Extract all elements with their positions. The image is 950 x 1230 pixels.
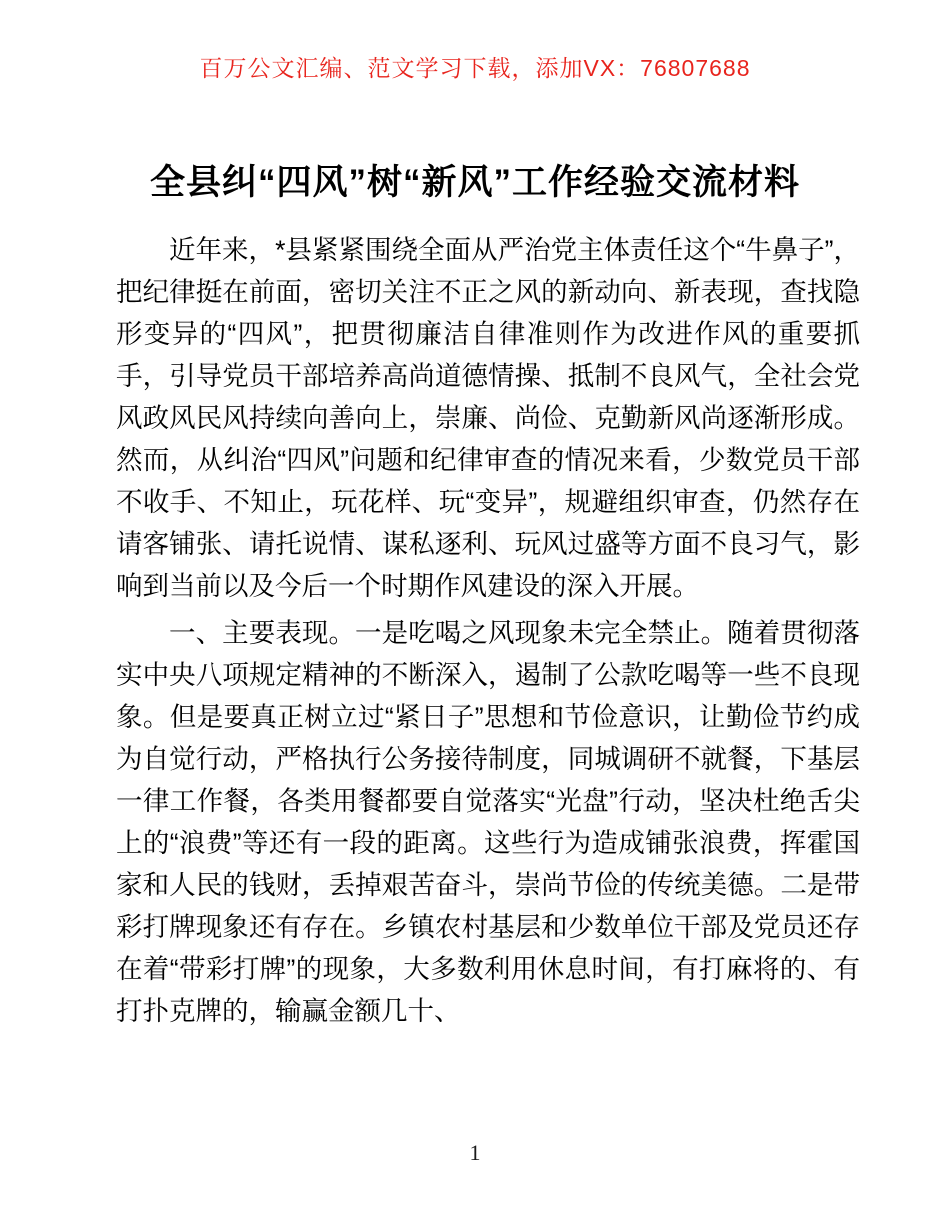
header-notice: 百万公文汇编、范文学习下载，添加VX：76807688 — [199, 55, 751, 81]
paragraph: 近年来，*县紧紧围绕全面从严治党主体责任这个“牛鼻子”，把纪律挺在前面，密切关注不正之风的新动向、新表现，查找隐形变异的“四风”，把贯彻廉洁自律准则作为改进作风的重要抓手，引导党员干部培养高尚道德情操、抵制不良风气，全社会党风政风民风持续向善向上，崇廉、尚俭、克勤新风尚逐渐形成。然而，从纠治“四风”问题和纪律审查的情况来看，少数党员干部不收手、不知止，玩花样、玩“变异”，规避组织审查，仍然存在请客铺张、请托说情、谋私逐利、玩风过盛等方面不良习气，影响到当前以及今后一个时期作风建设的深入开展。 — [116, 235, 860, 601]
page-number: 1 — [469, 1140, 481, 1165]
document-title: 全县纠“四风”树“新风”工作经验交流材料 — [149, 163, 800, 202]
paragraph: 一、主要表现。一是吃喝之风现象未完全禁止。随着贯彻落实中央八项规定精神的不断深入，遏制了公款吃喝等一些不良现象。但是要真正树立过“紧日子”思想和节俭意识，让勤俭节约成为自觉行动，严格执行公务接待制度，同城调研不就餐，下基层一律工作餐，各类用餐都要自觉落实“光盘”行动，坚决杜绝舌尖上的“浪费”等还有一段的距离。这些行为造成铺张浪费，挥霍国家和人民的钱财，丢掉艰苦奋斗，崇尚节俭的传统美德。二是带彩打牌现象还有存在。乡镇农村基层和少数单位干部及党员还存在着“带彩打牌”的现象，大多数利用休息时间，有打麻将的、有打扑克牌的，输赢金额几十、 — [116, 618, 860, 1026]
document-body — [116, 229, 860, 1037]
